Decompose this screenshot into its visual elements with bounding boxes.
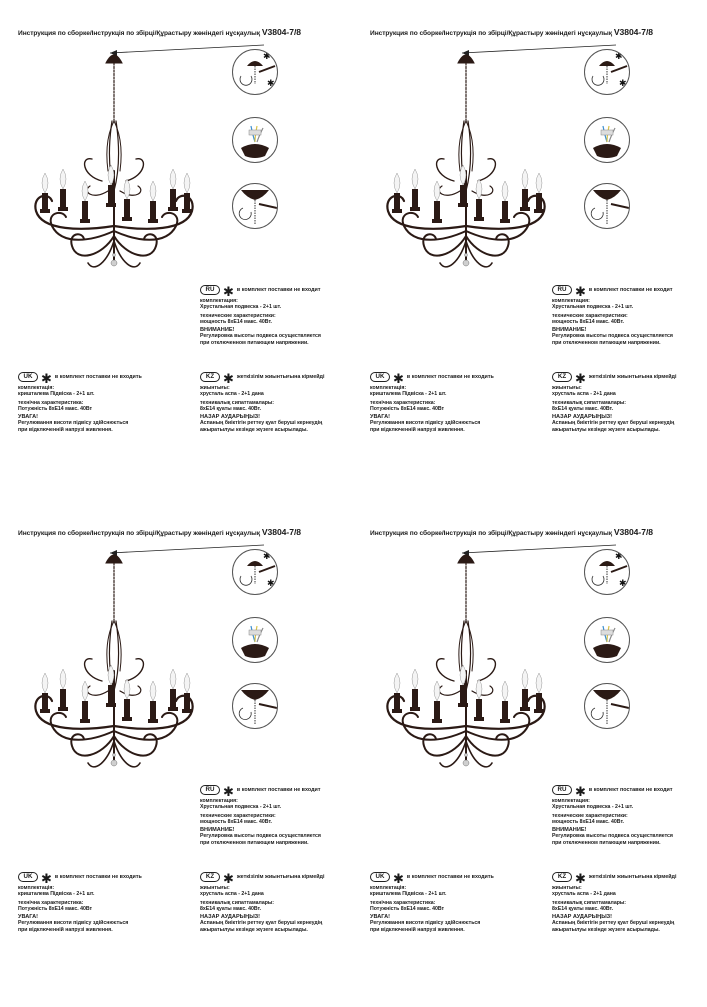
kz-badge: KZ <box>200 372 220 382</box>
asterisk-icon: ✱ <box>223 371 234 386</box>
ru-kit-label: комплектация: <box>552 798 590 804</box>
uk-warn-line2: при відключенній напрузі живлення. <box>18 926 113 933</box>
ru-not-included: в комплект поставки не входит <box>588 286 673 293</box>
ru-section <box>552 285 707 346</box>
ru-spec-label: технические характеристики: <box>200 312 276 319</box>
model-number: V3804-7/8 <box>613 27 654 37</box>
ru-spec-value: мощность 8хЕ14 макс. 40Вт. <box>200 318 272 325</box>
title-text: Инструкция по сборке/Інструкція по збірці/Құрастыру жөніндегі нұсқаулық <box>18 530 261 537</box>
detail-wiring <box>232 117 278 163</box>
ru-header <box>552 784 707 799</box>
detail-wiring <box>584 117 630 163</box>
ru-kit-label: комплектация: <box>200 798 238 804</box>
title-text: Инструкция по сборке/Інструкція по збірці/Құрастыру жөніндегі нұсқаулық <box>370 30 613 37</box>
ru-warn-line2: при отключенном питающем напряжении. <box>200 339 309 346</box>
kz-spec-label: техникалық сипаттамалары: <box>552 399 627 406</box>
svg-text:✱: ✱ <box>263 552 271 562</box>
chandelier-illustration <box>374 41 564 271</box>
uk-warn-label: УВАГА! <box>18 414 39 421</box>
ru-warn-line2: при отключенном питающем напряжении. <box>200 839 309 846</box>
asterisk-icon: ✱ <box>575 371 586 386</box>
ru-warn-label: ВНИМАНИЕ! <box>200 827 235 834</box>
model-number: V3804-7/8 <box>261 27 302 37</box>
uk-kit-label: комплектація: <box>18 385 55 391</box>
kz-not-included: жеткізілім жиынтығына кірмейді <box>588 373 677 380</box>
ru-warn-label: ВНИМАНИЕ! <box>200 327 235 334</box>
kz-spec-value: 8хЕ14 қуаты макс. 40Вт. <box>200 405 262 412</box>
uk-kit-value: кришталева Підвіска - 2+1 шт. <box>370 891 447 898</box>
chandelier-illustration <box>22 541 212 771</box>
uk-warn-line2: при відключенній напрузі живлення. <box>370 426 465 433</box>
ru-spec-value: мощность 8хЕ14 макс. 40Вт. <box>552 818 624 825</box>
asterisk-icon: ✱ <box>575 284 586 299</box>
uk-badge: UK <box>18 872 38 882</box>
uk-warn-label: УВАГА! <box>370 914 391 921</box>
ru-section <box>200 285 360 346</box>
kz-warn-label: НАЗАР АУДАРЫҢЫЗ! <box>552 914 613 921</box>
uk-section <box>370 372 535 433</box>
uk-header <box>370 871 535 886</box>
ru-spec-value: мощность 8хЕ14 макс. 40Вт. <box>200 818 272 825</box>
kz-warn-line1: Аспаның биіктігін реттеу қуат беруші кернеудің <box>200 920 323 927</box>
asterisk-icon: ✱ <box>223 284 234 299</box>
uk-warn-line2: при відключенній напрузі живлення. <box>370 926 465 933</box>
detail-canopy-mount <box>232 49 278 95</box>
ru-header <box>200 784 360 799</box>
uk-spec-label: технічна характеристика: <box>18 399 84 406</box>
svg-text:✱: ✱ <box>267 79 275 89</box>
chandelier-illustration <box>374 541 564 771</box>
uk-spec-label: технічна характеристика: <box>370 899 436 906</box>
svg-text:✱: ✱ <box>619 79 627 89</box>
kz-warn-line2: ажыратылуы кезінде жүзеге асырылады. <box>552 426 660 433</box>
ru-warn-label: ВНИМАНИЕ! <box>552 827 587 834</box>
instruction-sheet-bottom-right <box>370 527 707 1007</box>
kz-warn-line1: Аспаның биіктігін реттеу қуат беруші кернеудің <box>552 420 675 427</box>
kz-kit-value: хрусталь аспа - 2+1 дана <box>552 891 616 898</box>
ru-warn-line1: Регулировка высоты подвеса осуществляется <box>200 333 321 340</box>
kz-header <box>200 371 360 386</box>
kz-not-included: жеткізілім жиынтығына кірмейді <box>236 873 325 880</box>
kz-warn-label: НАЗАР АУДАРЫҢЫЗ! <box>200 414 261 421</box>
uk-badge: UK <box>370 372 390 382</box>
uk-spec-label: технічна характеристика: <box>370 399 436 406</box>
uk-spec-value: Потужність 8хЕ14 макс. 40Вт <box>18 905 93 912</box>
ru-badge: RU <box>200 285 220 295</box>
uk-warn-line1: Регулювання висоти підвісу здійснюється <box>18 920 129 927</box>
uk-kit-value: кришталева Підвіска - 2+1 шт. <box>18 891 95 898</box>
uk-spec-value: Потужність 8хЕ14 макс. 40Вт <box>370 405 445 412</box>
svg-text:✱: ✱ <box>263 52 271 62</box>
detail-chain-adjust <box>584 683 630 729</box>
sheet-title <box>18 527 358 537</box>
ru-header <box>552 284 707 299</box>
svg-text:✱: ✱ <box>267 579 275 589</box>
kz-spec-label: техникалық сипаттамалары: <box>200 899 275 906</box>
asterisk-icon: ✱ <box>223 871 234 886</box>
uk-warn-line1: Регулювання висоти підвісу здійснюється <box>370 920 481 927</box>
ru-section <box>200 785 360 846</box>
uk-kit-label: комплектація: <box>370 385 407 391</box>
asterisk-icon: ✱ <box>41 871 52 886</box>
kz-kit-value: хрусталь аспа - 2+1 дана <box>200 391 264 398</box>
kz-section <box>200 872 360 933</box>
uk-section <box>18 372 183 433</box>
kz-warn-line2: ажыратылуы кезінде жүзеге асырылады. <box>552 926 660 933</box>
kz-header <box>552 371 707 386</box>
kz-spec-label: техникалық сипаттамалары: <box>200 399 275 406</box>
kz-not-included: жеткізілім жиынтығына кірмейді <box>588 873 677 880</box>
ru-section <box>552 785 707 846</box>
uk-warn-line1: Регулювання висоти підвісу здійснюється <box>370 420 481 427</box>
kz-kit-value: хрусталь аспа - 2+1 дана <box>552 391 616 398</box>
uk-section <box>18 872 183 933</box>
ru-kit-value: Хрустальная подвеска - 2+1 шт. <box>552 304 634 311</box>
kz-section <box>552 872 707 933</box>
sheet-title <box>370 27 707 37</box>
asterisk-icon: ✱ <box>41 371 52 386</box>
asterisk-icon: ✱ <box>223 784 234 799</box>
uk-spec-label: технічна характеристика: <box>18 899 84 906</box>
ru-kit-value: Хрустальная подвеска - 2+1 шт. <box>200 804 282 811</box>
ru-warn-line1: Регулировка высоты подвеса осуществляется <box>200 833 321 840</box>
asterisk-icon: ✱ <box>575 784 586 799</box>
kz-warn-line1: Аспаның биіктігін реттеу қуат беруші кернеудің <box>552 920 675 927</box>
ru-warn-line1: Регулировка высоты подвеса осуществляется <box>552 333 673 340</box>
uk-kit-value: кришталева Підвіска - 2+1 шт. <box>18 391 95 398</box>
uk-header <box>18 871 183 886</box>
ru-header <box>200 284 360 299</box>
kz-section <box>200 372 360 433</box>
detail-chain-adjust <box>584 183 630 229</box>
ru-warn-line2: при отключенном питающем напряжении. <box>552 339 661 346</box>
ru-warn-line1: Регулировка высоты подвеса осуществляется <box>552 833 673 840</box>
ru-not-included: в комплект поставки не входит <box>236 286 321 293</box>
chandelier-illustration <box>22 41 212 271</box>
model-number: V3804-7/8 <box>261 527 302 537</box>
kz-warn-label: НАЗАР АУДАРЫҢЫЗ! <box>200 914 261 921</box>
kz-badge: KZ <box>552 872 572 882</box>
detail-chain-adjust <box>232 183 278 229</box>
uk-kit-value: кришталева Підвіска - 2+1 шт. <box>370 391 447 398</box>
ru-spec-label: технические характеристики: <box>200 812 276 819</box>
detail-canopy-mount <box>232 549 278 595</box>
detail-chain-adjust <box>232 683 278 729</box>
uk-badge: UK <box>370 872 390 882</box>
svg-text:✱: ✱ <box>619 579 627 589</box>
ru-spec-label: технические характеристики: <box>552 812 628 819</box>
ru-not-included: в комплект поставки не входит <box>588 786 673 793</box>
detail-canopy-mount <box>584 49 630 95</box>
kz-warn-line2: ажыратылуы кезінде жүзеге асырылады. <box>200 926 308 933</box>
uk-not-included: в комплект поставки не входить <box>54 873 142 880</box>
uk-not-included: в комплект поставки не входить <box>54 373 142 380</box>
uk-warn-label: УВАГА! <box>18 914 39 921</box>
ru-spec-label: технические характеристики: <box>552 312 628 319</box>
kz-warn-line1: Аспаның биіктігін реттеу қуат беруші кернеудің <box>200 420 323 427</box>
model-number: V3804-7/8 <box>613 527 654 537</box>
detail-wiring <box>232 617 278 663</box>
detail-canopy-mount <box>584 549 630 595</box>
ru-kit-label: комплектация: <box>200 298 238 304</box>
kz-spec-label: техникалық сипаттамалары: <box>552 899 627 906</box>
uk-section <box>370 872 535 933</box>
uk-not-included: в комплект поставки не входить <box>406 873 494 880</box>
kz-kit-label: жиынтығы: <box>552 885 582 891</box>
uk-warn-label: УВАГА! <box>370 414 391 421</box>
kz-section <box>552 372 707 433</box>
kz-kit-label: жиынтығы: <box>552 385 582 391</box>
svg-text:✱: ✱ <box>615 52 623 62</box>
sheet-title <box>370 527 707 537</box>
uk-header <box>18 371 183 386</box>
ru-kit-label: комплектация: <box>552 298 590 304</box>
ru-kit-value: Хрустальная подвеска - 2+1 шт. <box>200 304 282 311</box>
ru-warn-line2: при отключенном питающем напряжении. <box>552 839 661 846</box>
ru-badge: RU <box>552 285 572 295</box>
uk-kit-label: комплектація: <box>370 885 407 891</box>
title-text: Инструкция по сборке/Інструкція по збірці/Құрастыру жөніндегі нұсқаулық <box>18 30 261 37</box>
kz-kit-label: жиынтығы: <box>200 385 230 391</box>
kz-badge: KZ <box>200 872 220 882</box>
ru-warn-label: ВНИМАНИЕ! <box>552 327 587 334</box>
detail-wiring <box>584 617 630 663</box>
kz-spec-value: 8хЕ14 қуаты макс. 40Вт. <box>552 405 614 412</box>
ru-kit-value: Хрустальная подвеска - 2+1 шт. <box>552 804 634 811</box>
asterisk-icon: ✱ <box>393 371 404 386</box>
asterisk-icon: ✱ <box>393 871 404 886</box>
title-text: Инструкция по сборке/Інструкція по збірці/Құрастыру жөніндегі нұсқаулық <box>370 530 613 537</box>
kz-warn-line2: ажыратылуы кезінде жүзеге асырылады. <box>200 426 308 433</box>
svg-text:✱: ✱ <box>615 552 623 562</box>
uk-spec-value: Потужність 8хЕ14 макс. 40Вт <box>370 905 445 912</box>
kz-header <box>552 871 707 886</box>
ru-badge: RU <box>200 785 220 795</box>
ru-spec-value: мощность 8хЕ14 макс. 40Вт. <box>552 318 624 325</box>
instruction-sheet-top-left <box>18 27 358 507</box>
asterisk-icon: ✱ <box>575 871 586 886</box>
kz-not-included: жеткізілім жиынтығына кірмейді <box>236 373 325 380</box>
instruction-sheet-bottom-left <box>18 527 358 1007</box>
uk-spec-value: Потужність 8хЕ14 макс. 40Вт <box>18 405 93 412</box>
uk-header <box>370 371 535 386</box>
instruction-sheet-top-right <box>370 27 707 507</box>
kz-kit-label: жиынтығы: <box>200 885 230 891</box>
kz-badge: KZ <box>552 372 572 382</box>
ru-not-included: в комплект поставки не входит <box>236 786 321 793</box>
uk-not-included: в комплект поставки не входить <box>406 373 494 380</box>
sheet-title <box>18 27 358 37</box>
uk-warn-line1: Регулювання висоти підвісу здійснюється <box>18 420 129 427</box>
kz-header <box>200 871 360 886</box>
uk-badge: UK <box>18 372 38 382</box>
kz-spec-value: 8хЕ14 қуаты макс. 40Вт. <box>552 905 614 912</box>
kz-spec-value: 8хЕ14 қуаты макс. 40Вт. <box>200 905 262 912</box>
ru-badge: RU <box>552 785 572 795</box>
kz-warn-label: НАЗАР АУДАРЫҢЫЗ! <box>552 414 613 421</box>
kz-kit-value: хрусталь аспа - 2+1 дана <box>200 891 264 898</box>
uk-warn-line2: при відключенній напрузі живлення. <box>18 426 113 433</box>
uk-kit-label: комплектація: <box>18 885 55 891</box>
